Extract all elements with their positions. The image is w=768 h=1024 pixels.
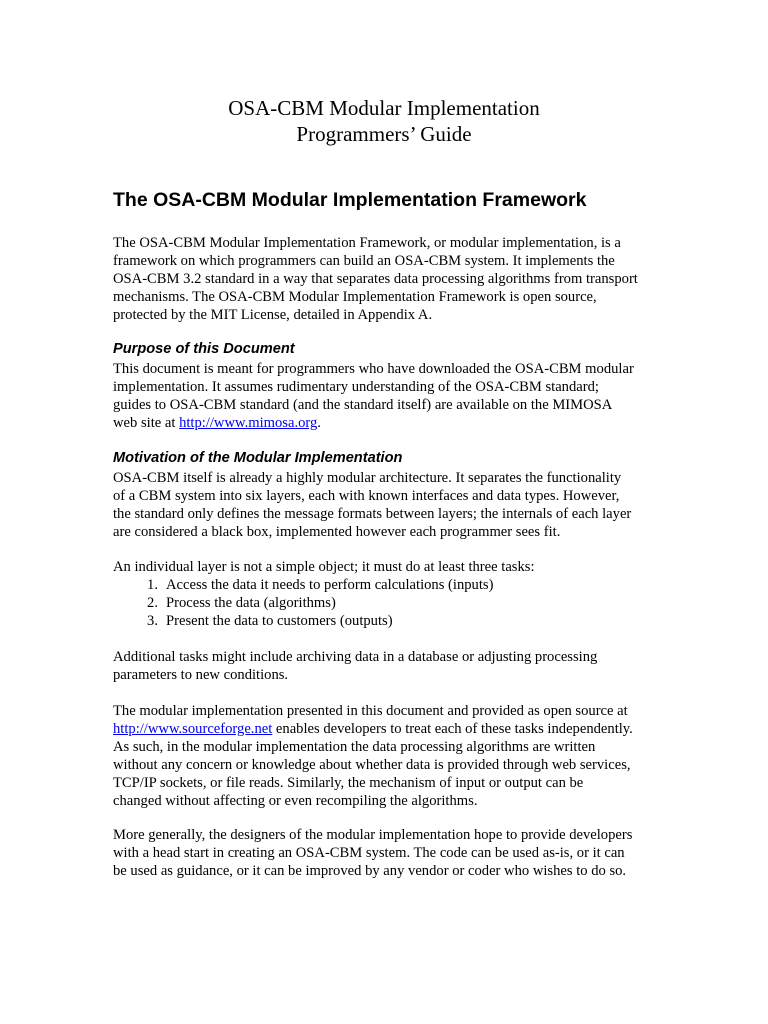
purpose-heading: Purpose of this Document [113,341,295,357]
motivation-line: TCP/IP sockets, or file reads. Similarly, the mechanism of input or output can be [113,775,584,791]
motivation-line: Additional tasks might include archiving data in a database or adjusting processing [113,649,598,665]
purpose-line: guides to OSA-CBM standard (and the standard itself) are available on the MIMOSA [113,397,613,413]
list-number: 1. [147,577,158,593]
intro-paragraph [113,234,673,324]
list-text: Present the data to customers (outputs) [166,613,393,629]
list-item [113,594,673,612]
purpose-line: implementation. It assumes rudimentary understanding of the OSA-CBM standard; [113,379,599,395]
link-suffix: enables developers to treat each of these tasks independently. [272,721,633,737]
purpose-suffix: . [317,415,321,431]
motivation-paragraph-5 [113,826,673,880]
list-item [113,612,673,630]
list-text: Access the data it needs to perform calculations (inputs) [166,577,494,593]
motivation-paragraph-1 [113,469,673,541]
motivation-line: The modular implementation presented in this document and provided as open source at [113,703,628,719]
motivation-paragraph-2 [113,558,673,630]
motivation-line: OSA-CBM itself is already a highly modular architecture. It separates the functionality [113,470,622,486]
motivation-line-link [113,720,673,738]
mimosa-link[interactable]: http://www.mimosa.org [179,415,318,431]
motivation-line: More generally, the designers of the modular implementation hope to provide developers [113,827,633,843]
intro-line: mechanisms. The OSA-CBM Modular Implementation Framework is open source, [113,289,597,305]
list-number: 2. [147,595,158,611]
document-title-line-2: Programmers’ Guide [296,122,472,146]
document-title-line-1: OSA-CBM Modular Implementation [228,96,540,120]
purpose-line-last [113,414,673,432]
motivation-line: with a head start in creating an OSA-CBM system. The code can be used as-is, or it can [113,845,625,861]
motivation-line: changed without affecting or even recompiling the algorithms. [113,793,478,809]
motivation-line: are considered a black box, implemented however each programmer sees fit. [113,524,561,540]
purpose-prefix: web site at [113,415,180,431]
purpose-paragraph [113,360,673,432]
sourceforge-link[interactable]: http://www.sourceforge.net [113,721,273,737]
motivation-line: of a CBM system into six layers, each with known interfaces and data types. However, [113,488,620,504]
purpose-line: This document is meant for programmers who have downloaded the OSA-CBM modular [113,361,634,377]
motivation-line: As such, in the modular implementation the data processing algorithms are written [113,739,596,755]
section-heading: The OSA-CBM Modular Implementation Framework [113,189,587,211]
intro-line: The OSA-CBM Modular Implementation Framework, or modular implementation, is a [113,235,621,251]
motivation-line: the standard only defines the message formats between layers; the internals of each layer [113,506,632,522]
motivation-line: without any concern or knowledge about whether data is provided through web services, [113,757,631,773]
motivation-paragraph-4 [113,702,673,810]
intro-line: protected by the MIT License, detailed in Appendix A. [113,307,433,323]
motivation-line: be used as guidance, or it can be improved by any vendor or coder who wishes to do so. [113,863,627,879]
intro-line: OSA-CBM 3.2 standard in a way that separates data processing algorithms from transport [113,271,638,287]
motivation-heading: Motivation of the Modular Implementation [113,450,403,466]
document-title [0,95,768,147]
list-text: Process the data (algorithms) [166,595,336,611]
motivation-line: parameters to new conditions. [113,667,289,683]
tasks-intro: An individual layer is not a simple object; it must do at least three tasks: [113,559,535,575]
list-number: 3. [147,613,158,629]
intro-line: framework on which programmers can build an OSA-CBM system. It implements the [113,253,615,269]
motivation-paragraph-3 [113,648,673,684]
list-item [113,576,673,594]
